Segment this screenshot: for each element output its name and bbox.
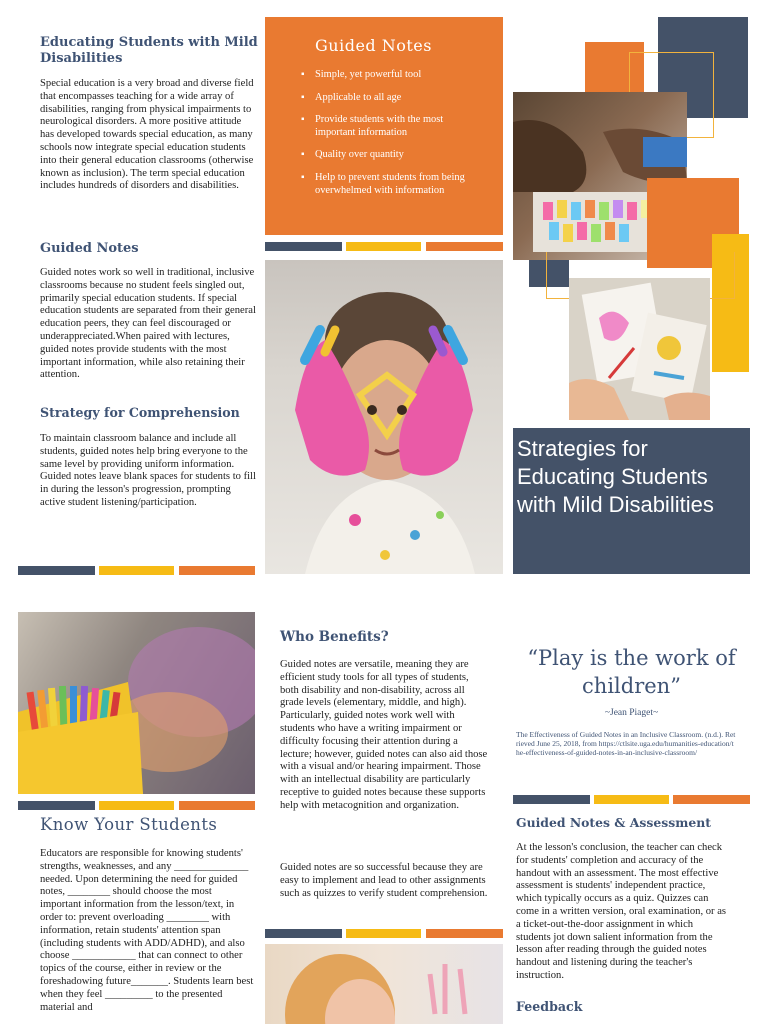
child-illustration	[265, 260, 503, 574]
divider-stripe-navy	[265, 242, 342, 251]
strategy-text: To maintain classroom balance and include all students, guided notes help bring everyone to the same level by providing uniform information. Guided notes leave blank spaces for students to fill in during the lesson's progression, prompting active student listening/participation.	[40, 433, 256, 508]
bullet-item: ▪ Quality over quantity	[301, 149, 481, 162]
divider-stripe-orange	[673, 795, 750, 804]
divider-stripe-gold	[99, 566, 174, 575]
bullet-item: ▪ Simple, yet powerful tool	[301, 69, 481, 82]
know-students-heading: Know Your Students	[40, 815, 218, 834]
divider-stripe-gold	[346, 929, 421, 938]
divider-stripe-gold	[346, 242, 421, 251]
kids-drawing-photo	[569, 278, 710, 420]
child-painted-hands-photo	[265, 260, 503, 574]
crayons-illustration	[18, 612, 255, 794]
assessment-text: At the lesson's conclusion, the teacher can check for students' completion and accuracy of the handout with an assessment. The most effective assessment is students' independent practice, which typically occurs as a quiz. Quizzes can come in a written version, oral examination, or as a ticket-out-the-door assignment in which students jot down salient information from the lesson after reading through the guided notes handout and listening during the teacher's instruction.	[516, 842, 727, 981]
crayons-photo	[18, 612, 255, 794]
cover-title: Strategies for Educating Students with Mild Disabilities	[517, 436, 714, 517]
drawing-illustration	[569, 278, 710, 420]
citation-text: The Effectiveness of Guided Notes in an Inclusive Classroom. (n.d.). Retrieved June 25, 2018, from https://ctlsite.uga.edu/humanities-education/the-effectiveness-of-guided-notes-in-an-inclusive-classroom/	[516, 730, 736, 757]
who-benefits-text: Guided notes are versatile, meaning they are efficient study tools for all types of students, both disability and non-disability, across all grade levels (elementary, middle, and high). Particularly, guided notes work well with students who have a writing impairment or difficulty focusing their attention during a lecture; however, guided notes can also aid those with a visual and/or hearing impairment. Those with an intellectual disability are particularly receptive to guided notes because these supports help with metacognition and organization.	[280, 659, 488, 811]
divider-stripe-navy	[18, 566, 95, 575]
quote-attribution: ~Jean Piaget~	[604, 708, 659, 718]
divider-stripe-navy	[265, 929, 342, 938]
divider-stripe-gold	[594, 795, 669, 804]
divider-stripe-orange	[426, 242, 503, 251]
divider-stripe-orange	[179, 801, 255, 810]
guided-notes-box-title: Guided Notes	[315, 36, 432, 55]
panel1-title: Educating Students with Mild Disabilities	[40, 35, 258, 66]
child-photo-bottom	[265, 944, 503, 1024]
divider-stripe-orange	[426, 929, 503, 938]
guided-notes-bullets	[301, 69, 481, 207]
divider-stripe-orange	[179, 566, 255, 575]
guided-notes-heading: Guided Notes	[40, 241, 139, 256]
who-benefits-heading: Who Benefits?	[280, 629, 389, 645]
feedback-heading: Feedback	[516, 999, 583, 1014]
divider-stripe-gold	[99, 801, 174, 810]
child-bottom-illustration	[265, 944, 503, 1024]
quote-text: “Play is the work of children”	[527, 646, 736, 698]
strategy-heading: Strategy for Comprehension	[40, 405, 240, 420]
bullet-item: ▪ Provide students with the most important information	[301, 114, 481, 139]
divider-stripe-navy	[18, 801, 95, 810]
bullet-item: ▪ Applicable to all age	[301, 92, 481, 105]
cover-title-box	[513, 428, 750, 574]
who-benefits-text-2: Guided notes are so successful because they are easy to implement and lead to other assignments such as quizzes to verify student comprehension.	[280, 862, 488, 899]
assessment-heading: Guided Notes & Assessment	[516, 815, 711, 830]
guided-notes-text: Guided notes work so well in traditional, inclusive classrooms because no student feels singled out, primarily special education students. If special education students are separated from their general education peers, they can feel discouraged or underappreciated.When paired with lectures, guided notes provide students with the most important information, while also retaining their attention.	[40, 267, 256, 381]
divider-stripe-navy	[513, 795, 590, 804]
panel1-intro: Special education is a very broad and diverse field that encompasses teaching for a wide array of disabilities, ranging from physical impairments to neurological disorders. A more positive attitude has developed towards special education, as many schools now integrate special education students into their general education classrooms (otherwise known as inclusion). The term special education includes hundreds of disorders and disabilities.	[40, 78, 254, 192]
guided-notes-box	[265, 17, 503, 235]
know-students-text: Educators are responsible for knowing students' strengths, weaknesses, and any ______________ needed. Upon determining the need for guided notes, ________ should choose the most important information from the lesson/text, in order to: prevent overloading ________ with information, retain students' attention span (including students with ADD/ADHD), and also choose ____________ that can connect to other topics of the course, either in review or the foreshadowing future_______. Students learn best when they feel _________ to the presented material and	[40, 848, 254, 1013]
bullet-item: ▪ Help to prevent students from being overwhelmed with information	[301, 172, 481, 197]
